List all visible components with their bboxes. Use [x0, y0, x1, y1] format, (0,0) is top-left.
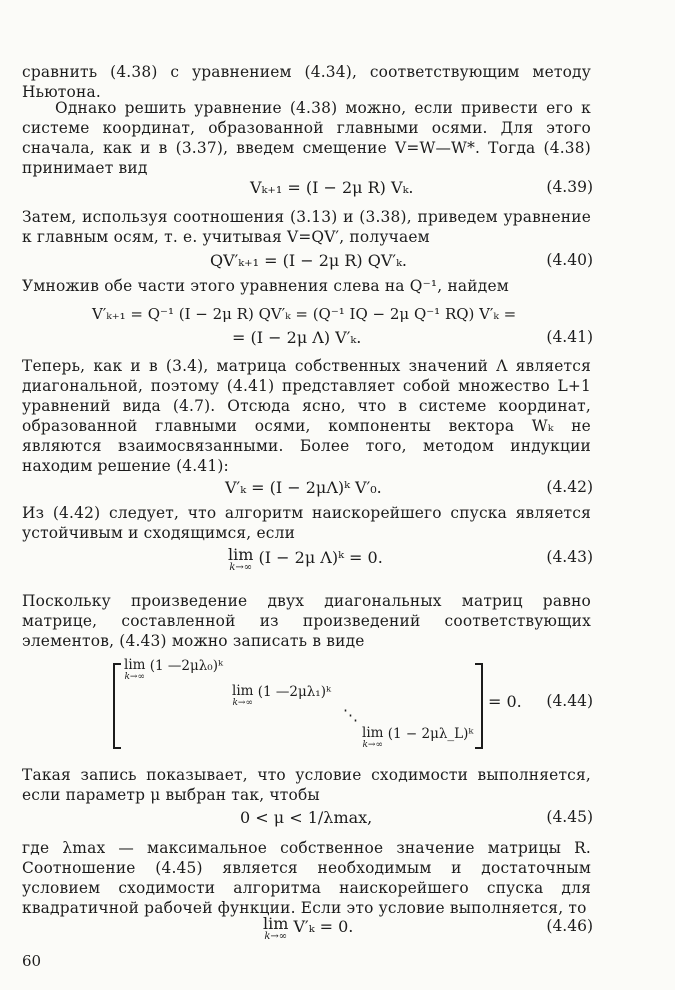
page-number: 60: [22, 952, 42, 970]
equation-number-4-39: (4.39): [546, 178, 593, 196]
paragraph-2: Однако решить уравнение (4.38) можно, если привести его к системе координат, образованной главными осями. Для этого сначала, как и в (3.37), введем смещение V=W—W*. Тогда (4.38) принимает вид: [22, 99, 591, 177]
matrix-cell-2: lim k→∞ (1 − 2μλ_L)ᵏ: [362, 725, 474, 750]
matrix-right-bracket: [475, 663, 483, 749]
matrix-left-bracket: [113, 663, 121, 749]
limit-operator: lim k→∞: [228, 545, 254, 573]
paragraph-9: где λmax — максимальное собственное значение матрицы R. Соотношение (4.45) является необходимым и достаточным условием сходимости алгоритма наискорейшего спуска для квадратичной рабочей функции. Если это условие выполняется, то: [22, 839, 591, 917]
matrix-diagonal-dots: ⋱: [343, 706, 358, 724]
equation-4-43: [228, 545, 383, 573]
paragraph-6: Из (4.42) следует, что алгоритм наискорейшего спуска является устойчивым и сходящимся, если: [22, 504, 591, 542]
matrix-cell-1: lim k→∞ (1 —2μλ₁)ᵏ: [232, 683, 331, 708]
equation-4-39: Vₖ₊₁ = (I − 2μ R) Vₖ.: [250, 178, 414, 197]
equation-number-4-40: (4.40): [546, 251, 593, 269]
equation-4-45: 0 < μ < 1/λmax,: [240, 808, 373, 827]
equation-number-4-43: (4.43): [546, 548, 593, 566]
equation-4-40: QV′ₖ₊₁ = (I − 2μ R) QV′ₖ.: [210, 251, 407, 270]
paragraph-8: Такая запись показывает, что условие сходимости выполняется, если параметр μ выбран так, чтобы: [22, 766, 591, 804]
matrix-rhs: = 0.: [488, 692, 522, 711]
limit-operator: lim k→∞: [263, 914, 289, 942]
limit-expression: (I − 2μ Λ)ᵏ = 0.: [258, 548, 383, 567]
equation-number-4-42: (4.42): [546, 478, 593, 496]
equation-4-41-line1: V′ₖ₊₁ = Q⁻¹ (I − 2μ R) QV′ₖ = (Q⁻¹ IQ − 2μ Q⁻¹ RQ) V′ₖ =: [92, 305, 517, 323]
equation-number-4-41: (4.41): [546, 328, 593, 346]
equation-number-4-46: (4.46): [546, 917, 593, 935]
equation-4-42: V′ₖ = (I − 2μΛ)ᵏ V′₀.: [225, 478, 382, 497]
equation-number-4-44: (4.44): [546, 692, 593, 710]
paragraph-4: Умножив обе части этого уравнения слева на Q⁻¹, найдем: [22, 277, 509, 295]
paragraph-7: Поскольку произведение двух диагональных матриц равно матрице, составленной из произведений соответствующих элементов, (4.43) можно записать в виде: [22, 592, 591, 650]
equation-4-46: [263, 914, 354, 942]
paragraph-3: Затем, используя соотношения (3.13) и (3.38), приведем уравнение к главным осям, т. е. учитывая V=QV′, получаем: [22, 208, 591, 246]
equation-4-41: = (I − 2μ Λ) V′ₖ.: [232, 328, 362, 347]
matrix-cell-0: lim k→∞ (1 —2μλ₀)ᵏ: [124, 657, 223, 682]
paragraph-5: Теперь, как и в (3.4), матрица собственных значений Λ является диагональной, поэтому (4.41) представляет собой множество L+1 уравнений вида (4.7). Отсюда ясно, что в системе координат, образованной главными осями, компоненты вектора Wₖ не являются взаимосвязанными. Более того, методом индукции находим решение (4.41):: [22, 357, 591, 475]
paragraph-1: сравнить (4.38) с уравнением (4.34), соответствующим методу Ньютона.: [22, 63, 591, 101]
limit-expression: V′ₖ = 0.: [293, 917, 354, 936]
equation-number-4-45: (4.45): [546, 808, 593, 826]
